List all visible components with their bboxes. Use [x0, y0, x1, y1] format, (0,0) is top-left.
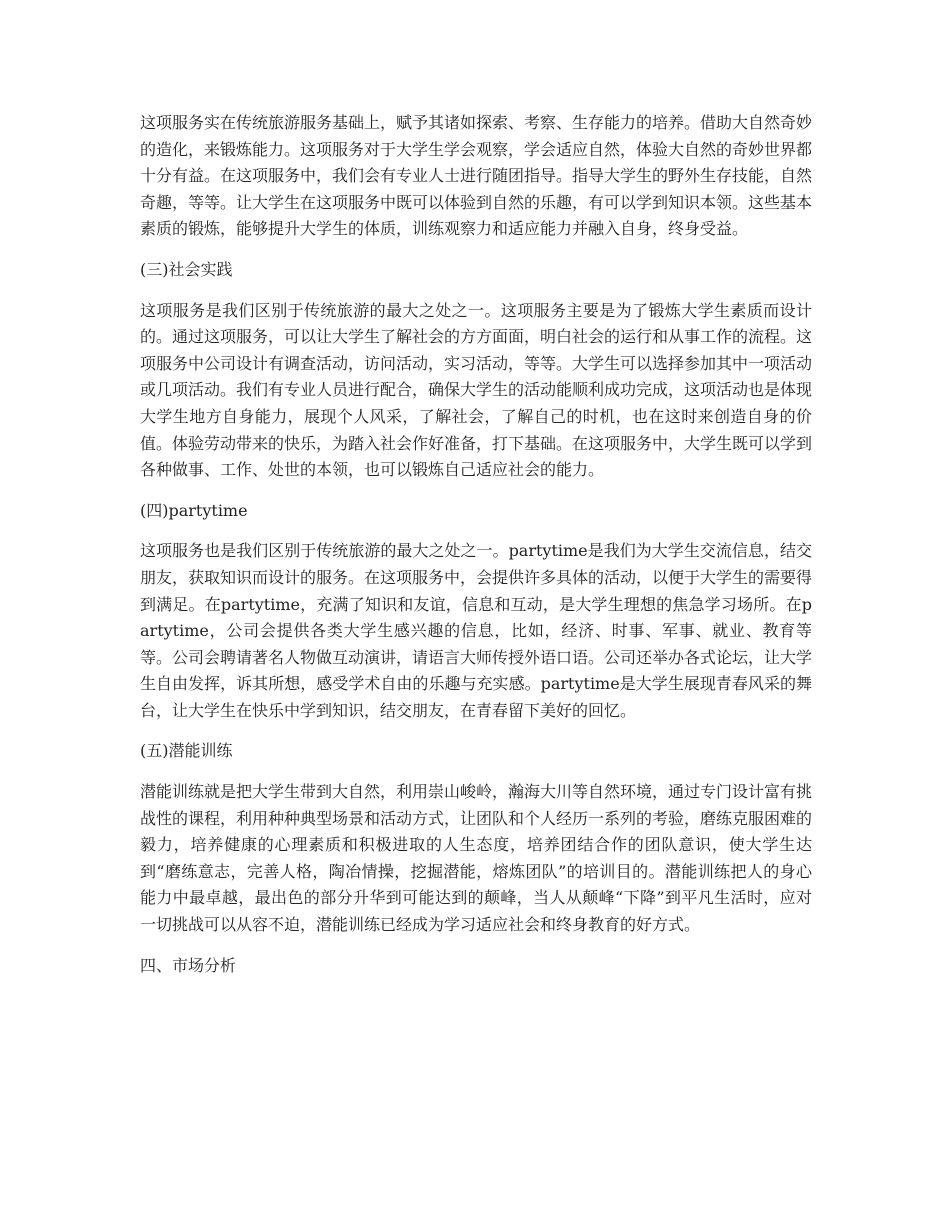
paragraph-partytime: 这项服务也是我们区别于传统旅游的最大之处之一。partytime是我们为大学生交流信息，结交朋友，获取知识而设计的服务。在这项服务中，会提供许多具体的活动，以便于大学生的需要得到满足。在partytime，充满了知识和友谊，信息和互动，是大学生理想的焦急学习场所。在partytime，公司会提供各类大学生感兴趣的信息，比如，经济、时事、军事、就业、教育等等。公司会聘请著名人物做互动演讲，请语言大师传授外语口语。公司还举办各式论坛，让大学生自由发挥，诉其所想，感受学术自由的乐趣与充实感。partytime是大学生展现青春风采的舞台，让大学生在快乐中学到知识，结交朋友，在青春留下美好的回忆。: [140, 541, 813, 720]
heading-market-analysis: 四、市场分析: [140, 955, 237, 975]
heading-potential-training: (五)潜能训练: [140, 741, 233, 761]
document-page: [140, 110, 812, 993]
heading-partytime: (四)partytime: [140, 500, 248, 520]
paragraph-potential-training: 潜能训练就是把大学生带到大自然，利用崇山峻岭，瀚海大川等自然环境，通过专门设计富有挑战性的课程，利用种种典型场景和活动方式，让团队和个人经历一系列的考验，磨练克服困难的毅力，培养健康的心理素质和积极进取的人生态度，培养团结合作的团队意识，使大学生达到“磨练意志，完善人格，陶冶情操，挖掘潜能，熔炼团队”的培训目的。潜能训练把人的身心能力中最卓越，最出色的部分升华到可能达到的颠峰，当人从颠峰“下降”到平凡生活时，应对一切挑战可以从容不迫，潜能训练已经成为学习适应社会和终身教育的好方式。: [140, 782, 813, 935]
paragraph-wilderness-service: 这项服务实在传统旅游服务基础上，赋予其诸如探索、考察、生存能力的培养。借助大自然奇妙的造化，来锻炼能力。这项服务对于大学生学会观察，学会适应自然，体验大自然的奇妙世界都十分有益。在这项服务中，我们会有专业人士进行随团指导。指导大学生的野外生存技能，自然奇趣，等等。让大学生在这项服务中既可以体验到自然的乐趣，有可以学到知识本领。这些基本素质的锻炼，能够提升大学生的体质，训练观察力和适应能力并融入自身，终身受益。: [140, 113, 813, 239]
heading-social-practice: (三)社会实践: [140, 259, 233, 279]
paragraph-social-practice: 这项服务是我们区别于传统旅游的最大之处之一。这项服务主要是为了锻炼大学生素质而设计的。通过这项服务，可以让大学生了解社会的方方面面，明白社会的运行和从事工作的流程。这项服务中公司设计有调查活动，访问活动，实习活动，等等。大学生可以选择参加其中一项活动或几项活动。我们有专业人员进行配合，确保大学生的活动能顺利成功完成，这项活动也是体现大学生地方自身能力，展现个人风采，了解社会，了解自己的时机，也在这时来创造自身的价值。体验劳动带来的快乐，为踏入社会作好准备，打下基础。在这项服务中，大学生既可以学到各种做事、工作、处世的本领，也可以锻炼自己适应社会的能力。: [140, 300, 813, 480]
